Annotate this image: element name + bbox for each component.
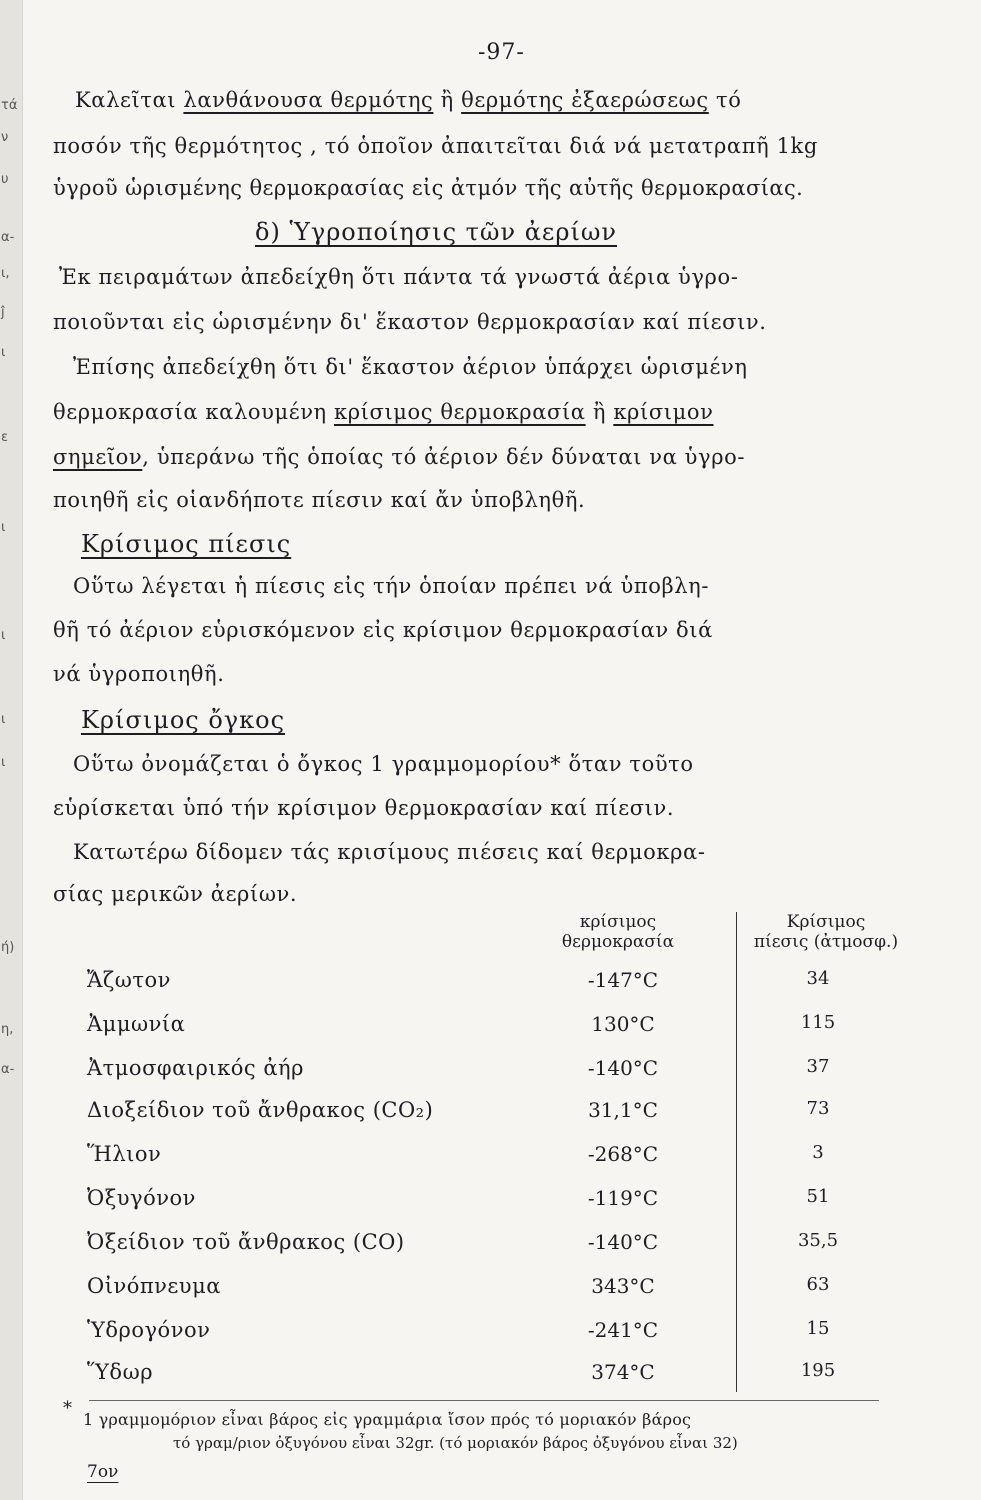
critical-temperature: -268°C: [587, 1142, 659, 1166]
margin-mark: ĵ: [1, 305, 5, 320]
paragraph-line: νά ὑγροποιηθῆ.: [53, 662, 225, 686]
margin-mark: ε: [1, 430, 9, 445]
column-header-pressure: [741, 912, 911, 952]
critical-pressure: 63: [806, 1274, 830, 1295]
margin-mark: υ: [1, 172, 9, 187]
critical-temperature: -119°C: [587, 1186, 659, 1210]
gas-name: Ἥλιον: [87, 1142, 162, 1166]
column-header-temperature: [533, 912, 703, 952]
critical-pressure: 195: [800, 1360, 836, 1381]
margin-mark: ι: [1, 712, 6, 727]
margin-mark: ι: [1, 755, 6, 770]
paragraph-line: Κατωτέρω δίδομεν τάς κρισίμους πιέσεις καί θερμοκρα-: [73, 840, 706, 864]
paragraph-line: θῆ τό ἀέριον εὑρισκόμενον εἰς κρίσιμον θερμοκρασίαν διά: [53, 618, 713, 642]
margin-mark: η,: [1, 1022, 14, 1037]
margin-mark: ι,: [1, 266, 10, 281]
gas-name: Ἄζωτον: [87, 968, 171, 992]
margin-mark: τά: [1, 98, 18, 113]
table-row: [23, 1056, 981, 1096]
footnote-line: 1 γραμμομόριον εἶναι βάρος εἰς γραμμάρια ἴσον πρός τό μοριακόν βάρος: [83, 1410, 692, 1429]
gas-name: Ὑδρογόνον: [87, 1318, 211, 1342]
critical-temperature: -241°C: [587, 1318, 659, 1342]
gas-name: Διοξείδιον τοῦ ἄνθρακος (CO₂): [87, 1098, 434, 1122]
gas-name: Ὀξείδιον τοῦ ἄνθρακος (CO): [87, 1230, 405, 1254]
header-line: Κρίσιμος: [786, 912, 866, 932]
paragraph-line: ποσόν τῆς θερμότητος , τό ὁποῖον ἀπαιτεῖται διά νά μετατραπῆ 1kg: [53, 134, 818, 158]
critical-pressure: 15: [806, 1318, 830, 1339]
paragraph-line: ποιηθῆ εἰς οἱανδήποτε πίεσιν καί ἄν ὑποβληθῆ.: [53, 488, 586, 512]
critical-temperature: 130°C: [591, 1012, 655, 1036]
margin-mark: α-: [1, 230, 15, 245]
margin-mark: ι: [1, 520, 6, 535]
margin-mark: ι: [1, 628, 6, 643]
paragraph-line: Ἐπίσης ἀπεδείχθη ὅτι δι' ἕκαστον ἀέριον ὑπάρχει ὡρισμένη: [73, 355, 748, 379]
paragraph-line: [53, 400, 713, 424]
critical-temperature: 374°C: [591, 1360, 655, 1384]
margin-mark: ή): [1, 940, 15, 955]
paragraph-line: [75, 88, 742, 112]
margin-mark: ι: [1, 345, 6, 360]
critical-pressure: 51: [806, 1186, 830, 1207]
header-line: κρίσιμος: [579, 912, 657, 932]
table-row: [23, 1012, 981, 1052]
text-run: ἢ: [433, 88, 462, 112]
text-run: Καλεῖται: [75, 88, 184, 112]
page-reference: [87, 1462, 118, 1482]
gas-name: Ὀξυγόνον: [87, 1186, 196, 1210]
critical-temperature: 343°C: [591, 1274, 655, 1298]
document-page: [22, 0, 981, 1500]
term-vaporization-heat: θερμότης ἐξαερώσεως: [461, 88, 709, 112]
paragraph-line: σίας μερικῶν ἀερίων.: [53, 882, 298, 906]
paragraph-line: ὑγροῦ ὡρισμένης θερμοκρασίας εἰς ἀτμόν τῆς αὐτῆς θερμοκρασίας.: [53, 176, 804, 200]
table-row: [23, 1230, 981, 1270]
page-number: -97-: [478, 40, 525, 65]
section-heading: Κρίσιμος ὄγκος: [81, 706, 286, 734]
section-heading: Κρίσιμος πίεσις: [81, 530, 292, 558]
footnote-rule: [89, 1400, 879, 1401]
critical-temperature: 31,1°C: [588, 1098, 658, 1122]
paragraph-line: ποιοῦνται εἰς ὡρισμένην δι' ἕκαστον θερμοκρασίαν καί πίεσιν.: [53, 310, 767, 334]
section-heading: δ) Ὑγροποίησις τῶν ἀερίων: [255, 218, 618, 246]
table-row: [23, 1318, 981, 1358]
paragraph-line: εὑρίσκεται ὑπό τήν κρίσιμον θερμοκρασίαν καί πίεσιν.: [53, 796, 675, 820]
critical-pressure: 35,5: [797, 1230, 839, 1251]
gas-name: Οἰνόπνευμα: [87, 1274, 221, 1298]
text-run: , ὑπεράνω τῆς ὁποίας τό ἀέριον δέν δύναται να ὑγρο-: [142, 445, 746, 469]
critical-pressure: 73: [806, 1098, 830, 1119]
paragraph-line: Ἐκ πειραμάτων ἀπεδείχθη ὅτι πάντα τά γνωστά ἀέρια ὑγρο-: [59, 265, 739, 289]
critical-pressure: 34: [806, 968, 830, 989]
critical-temperature: -140°C: [587, 1056, 659, 1080]
gas-name: Ὕδωρ: [87, 1360, 154, 1384]
page-reference-text: 7ον: [87, 1462, 119, 1482]
left-margin-strip: [0, 0, 22, 1500]
paragraph-line: Οὕτω ὀνομάζεται ὁ ὄγκος 1 γραμμομορίου* ὅταν τοῦτο: [73, 752, 694, 776]
critical-temperature: -147°C: [587, 968, 659, 992]
paragraph-line: [53, 445, 745, 469]
gas-name: Ἀμμωνία: [87, 1012, 186, 1036]
table-row: [23, 1098, 981, 1138]
term-critical-point-cont: σημεῖον: [53, 445, 143, 469]
gas-name: Ἀτμοσφαιρικός ἀήρ: [87, 1056, 304, 1080]
margin-mark: ν: [1, 130, 9, 145]
table-row: [23, 1274, 981, 1314]
margin-mark: α-: [1, 1062, 15, 1077]
paragraph-line: Οὕτω λέγεται ἡ πίεσις εἰς τήν ὁποίαν πρέπει νά ὑποβλη-: [73, 574, 710, 598]
table-row: [23, 1360, 981, 1400]
footnote-marker: *: [63, 1398, 72, 1419]
footnote-line: τό γραμ/ριον ὀξυγόνου εἶναι 32gr. (τό μοριακόν βάρος ὀξυγόνου εἶναι 32): [173, 1434, 738, 1452]
critical-pressure: 3: [812, 1142, 824, 1163]
text-run: τό: [708, 88, 742, 112]
text-run: ἢ: [585, 400, 614, 424]
header-line: πίεσις (ἀτμοσφ.): [753, 932, 899, 952]
critical-pressure: 37: [806, 1056, 830, 1077]
text-run: θερμοκρασία καλουμένη: [53, 400, 335, 424]
table-row: [23, 1142, 981, 1182]
term-critical-point: κρίσιμον: [613, 400, 714, 424]
table-row: [23, 1186, 981, 1226]
critical-temperature: -140°C: [587, 1230, 659, 1254]
table-row: [23, 968, 981, 1008]
critical-pressure: 115: [800, 1012, 836, 1033]
term-critical-temperature: κρίσιμος θερμοκρασία: [334, 400, 586, 424]
term-latent-heat: λανθάνουσα θερμότης: [183, 88, 434, 112]
header-line: θερμοκρασία: [561, 932, 675, 952]
